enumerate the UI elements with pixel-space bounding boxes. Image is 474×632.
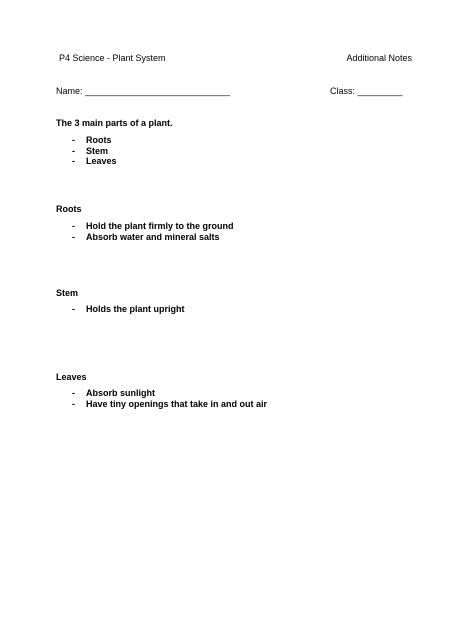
list-item: - Leaves [72, 156, 117, 166]
list-item: - Absorb sunlight [72, 388, 155, 398]
roots-list [72, 221, 234, 242]
class-label: Class: [330, 86, 358, 96]
main-parts-list [72, 135, 117, 167]
section-heading-leaves: Leaves [56, 372, 87, 382]
list-item: - Hold the plant firmly to the ground [72, 221, 234, 231]
stem-list [72, 304, 185, 315]
bullet-dash: - [72, 231, 75, 242]
list-item: - Holds the plant upright [72, 304, 185, 314]
bullet-dash: - [72, 388, 75, 398]
section-heading-main-parts: The 3 main parts of a plant. [56, 118, 173, 128]
class-blank: _________ [357, 86, 403, 96]
list-item: - Stem [72, 145, 109, 156]
bullet-dash: - [72, 156, 75, 166]
document-title: P4 Science - Plant System [59, 53, 166, 63]
notes-label: Additional Notes [346, 53, 412, 63]
bullet-dash: - [72, 398, 75, 409]
bullet-dash: - [72, 145, 75, 156]
name-label: Name: [56, 86, 86, 96]
section-heading-stem: Stem [56, 288, 79, 298]
leaves-list [72, 388, 267, 409]
bullet-dash: - [72, 221, 75, 231]
list-item: - Roots [72, 135, 112, 145]
name-field [56, 86, 230, 96]
bullet-dash: - [72, 135, 75, 145]
name-blank: _____________________________ [85, 86, 231, 96]
section-heading-roots: Roots [56, 204, 82, 214]
list-item: - Have tiny openings that take in and out air [72, 398, 268, 409]
list-item: - Absorb water and mineral salts [72, 231, 220, 242]
bullet-dash: - [72, 304, 75, 314]
class-field [330, 86, 403, 96]
